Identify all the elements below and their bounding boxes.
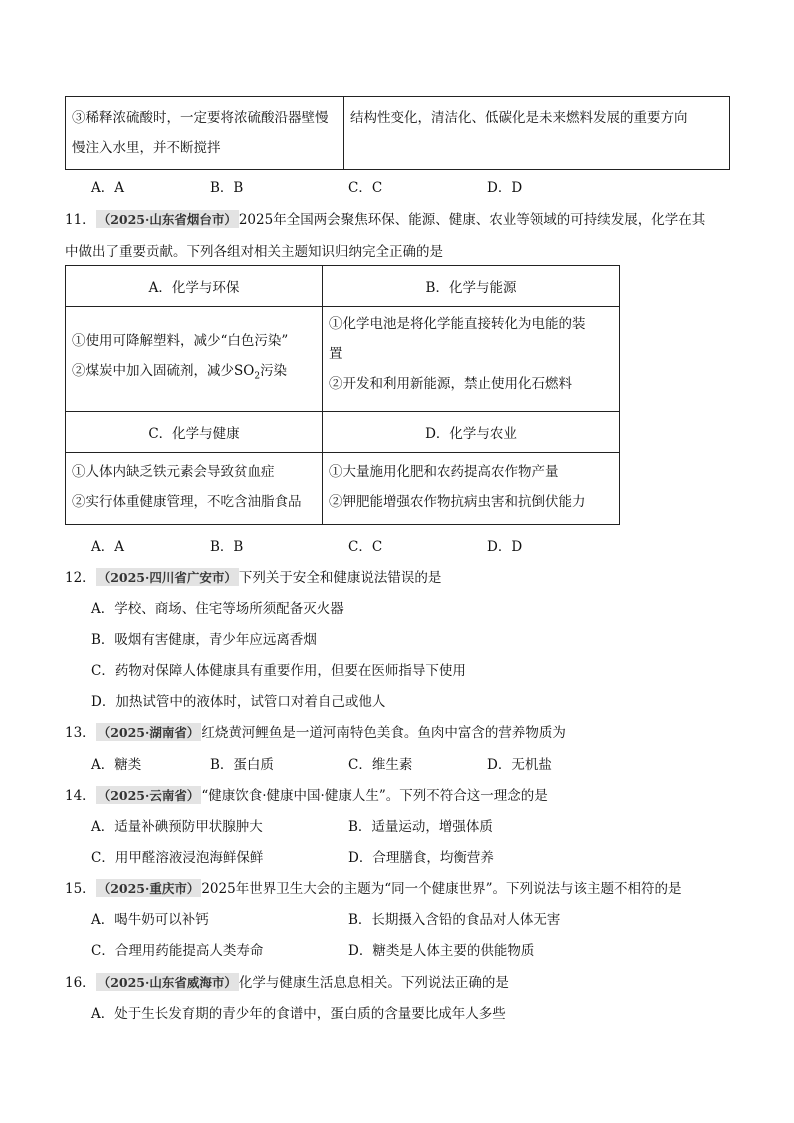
q15-option-c: C．合理用药能提高人类寿命 <box>91 943 264 959</box>
q11-a-item2: ②煤炭中加入固硫剂，减少$SO_2$污染 <box>72 363 288 382</box>
q11-cell-b-body <box>323 307 620 412</box>
q12-option-b: B．吸烟有害健康，青少年应远离香烟 <box>91 632 317 648</box>
q11-option-a: A．A <box>91 539 124 555</box>
q13-number: 13． <box>65 725 96 741</box>
q15-number: 15． <box>65 881 96 897</box>
q14-option-b: B．适量运动，增强体质 <box>348 819 493 835</box>
q10-table-left-cell <box>66 97 344 170</box>
q11-source-tag: （2025·山东省烟台市） <box>97 212 237 227</box>
q13-option-c: C．维生素 <box>348 757 413 773</box>
q11-c-item2: ②实行体重健康管理，不吃含油脂食品 <box>72 494 302 510</box>
q15-stem <box>65 877 682 897</box>
q11-stem-text1: 2025年全国两会聚焦环保、能源、健康、农业等领域的可持续发展，化学在其 <box>238 212 706 228</box>
q11-number: 11． <box>65 212 96 228</box>
q16-stem-text: 化学与健康生活息息相关。下列说法正确的是 <box>238 975 509 991</box>
q11-cell-a-title: A．化学与环保 <box>66 266 323 307</box>
q15-source-tag: （2025·重庆市） <box>97 881 200 896</box>
q11-cell-a-body <box>66 307 323 412</box>
q11-cell-c-body <box>66 453 323 525</box>
q12-stem-text: 下列关于安全和健康说法错误的是 <box>238 570 442 586</box>
q11-table <box>65 265 620 525</box>
q11-option-b: B．B <box>210 539 244 555</box>
q10-option-a: A．A <box>91 180 124 196</box>
q11-option-d: D．D <box>487 539 523 555</box>
q12-option-d: D．加热试管中的液体时，试管口对着自己或他人 <box>91 694 386 710</box>
q10-option-c: C．C <box>348 180 383 196</box>
q15-option-a: A．喝牛奶可以补钙 <box>91 912 209 928</box>
q14-stem <box>65 784 548 804</box>
q13-option-a: A．糖类 <box>91 757 142 773</box>
q11-d-item2: ②钾肥能增强农作物抗病虫害和抗倒伏能力 <box>329 494 586 510</box>
q14-stem-text: “健康饮食·健康中国·健康人生”。下列不符合这一理念的是 <box>201 788 548 804</box>
q13-option-d: D．无机盐 <box>487 757 552 773</box>
q13-stem-text: 红烧黄河鲤鱼是一道河南特色美食。鱼肉中富含的营养物质为 <box>201 725 566 741</box>
q11-cell-c-title: C．化学与健康 <box>66 412 323 453</box>
q13-option-b: B．蛋白质 <box>210 757 274 773</box>
q13-source-tag: （2025·湖南省） <box>97 725 200 740</box>
q10-table <box>65 96 730 170</box>
q16-option-a: A．处于生长发育期的青少年的食谱中，蛋白质的含量要比成年人多些 <box>91 1006 506 1022</box>
q11-d-item1: ①大量施用化肥和农药提高农作物产量 <box>329 464 559 480</box>
q10-left-line1: ③稀释浓硫酸时，一定要将浓硫酸沿器壁慢 <box>72 110 329 126</box>
q15-option-d: D．糖类是人体主要的供能物质 <box>348 943 535 959</box>
q11-stem-line2: 中做出了重要贡献。下列各组对相关主题知识归纳完全正确的是 <box>65 244 443 260</box>
q11-cell-d-title: D．化学与农业 <box>323 412 620 453</box>
q16-number: 16． <box>65 975 96 991</box>
q15-option-b: B．长期摄入含铅的食品对人体无害 <box>348 912 561 928</box>
q10-option-b: B．B <box>210 180 244 196</box>
q11-option-c: C．C <box>348 539 383 555</box>
q12-source-tag: （2025·四川省广安市） <box>97 570 237 585</box>
q15-stem-text: 2025年世界卫生大会的主题为“同一个健康世界”。下列说法与该主题不相符的是 <box>201 881 682 897</box>
q14-option-d: D．合理膳食，均衡营养 <box>348 850 494 866</box>
q11-stem-line1 <box>65 208 705 228</box>
q10-option-d: D．D <box>487 180 523 196</box>
q11-b-item1a: ①化学电池是将化学能直接转化为电能的装 <box>329 316 586 332</box>
q11-cell-b-title: B．化学与能源 <box>323 266 620 307</box>
q14-source-tag: （2025·云南省） <box>97 788 200 803</box>
q10-table-right-cell <box>344 97 730 170</box>
q16-stem <box>65 971 509 991</box>
q12-option-a: A．学校、商场、住宅等场所须配备灭火器 <box>91 601 344 617</box>
q11-a-item1: ①使用可降解塑料，减少“白色污染” <box>72 333 289 350</box>
q14-option-a: A．适量补碘预防甲状腺肿大 <box>91 819 263 835</box>
q12-option-c: C．药物对保障人体健康具有重要作用，但要在医师指导下使用 <box>91 663 466 679</box>
q11-cell-d-body <box>323 453 620 525</box>
q10-left-line2: 慢注入水里，并不断搅拌 <box>72 140 221 156</box>
q14-number: 14． <box>65 788 96 804</box>
q11-c-item1: ①人体内缺乏铁元素会导致贫血症 <box>72 464 275 480</box>
q12-number: 12． <box>65 570 96 586</box>
q10-right-text: 结构性变化，清洁化、低碳化是未来燃料发展的重要方向 <box>350 110 688 126</box>
q14-option-c: C．用甲醛溶液浸泡海鲜保鲜 <box>91 850 264 866</box>
q13-stem <box>65 721 566 741</box>
q12-stem <box>65 566 441 586</box>
q16-source-tag: （2025·山东省威海市） <box>97 975 237 990</box>
q11-b-item1b: 置 <box>329 346 343 362</box>
q11-b-item2: ②开发和利用新能源，禁止使用化石燃料 <box>329 376 572 392</box>
